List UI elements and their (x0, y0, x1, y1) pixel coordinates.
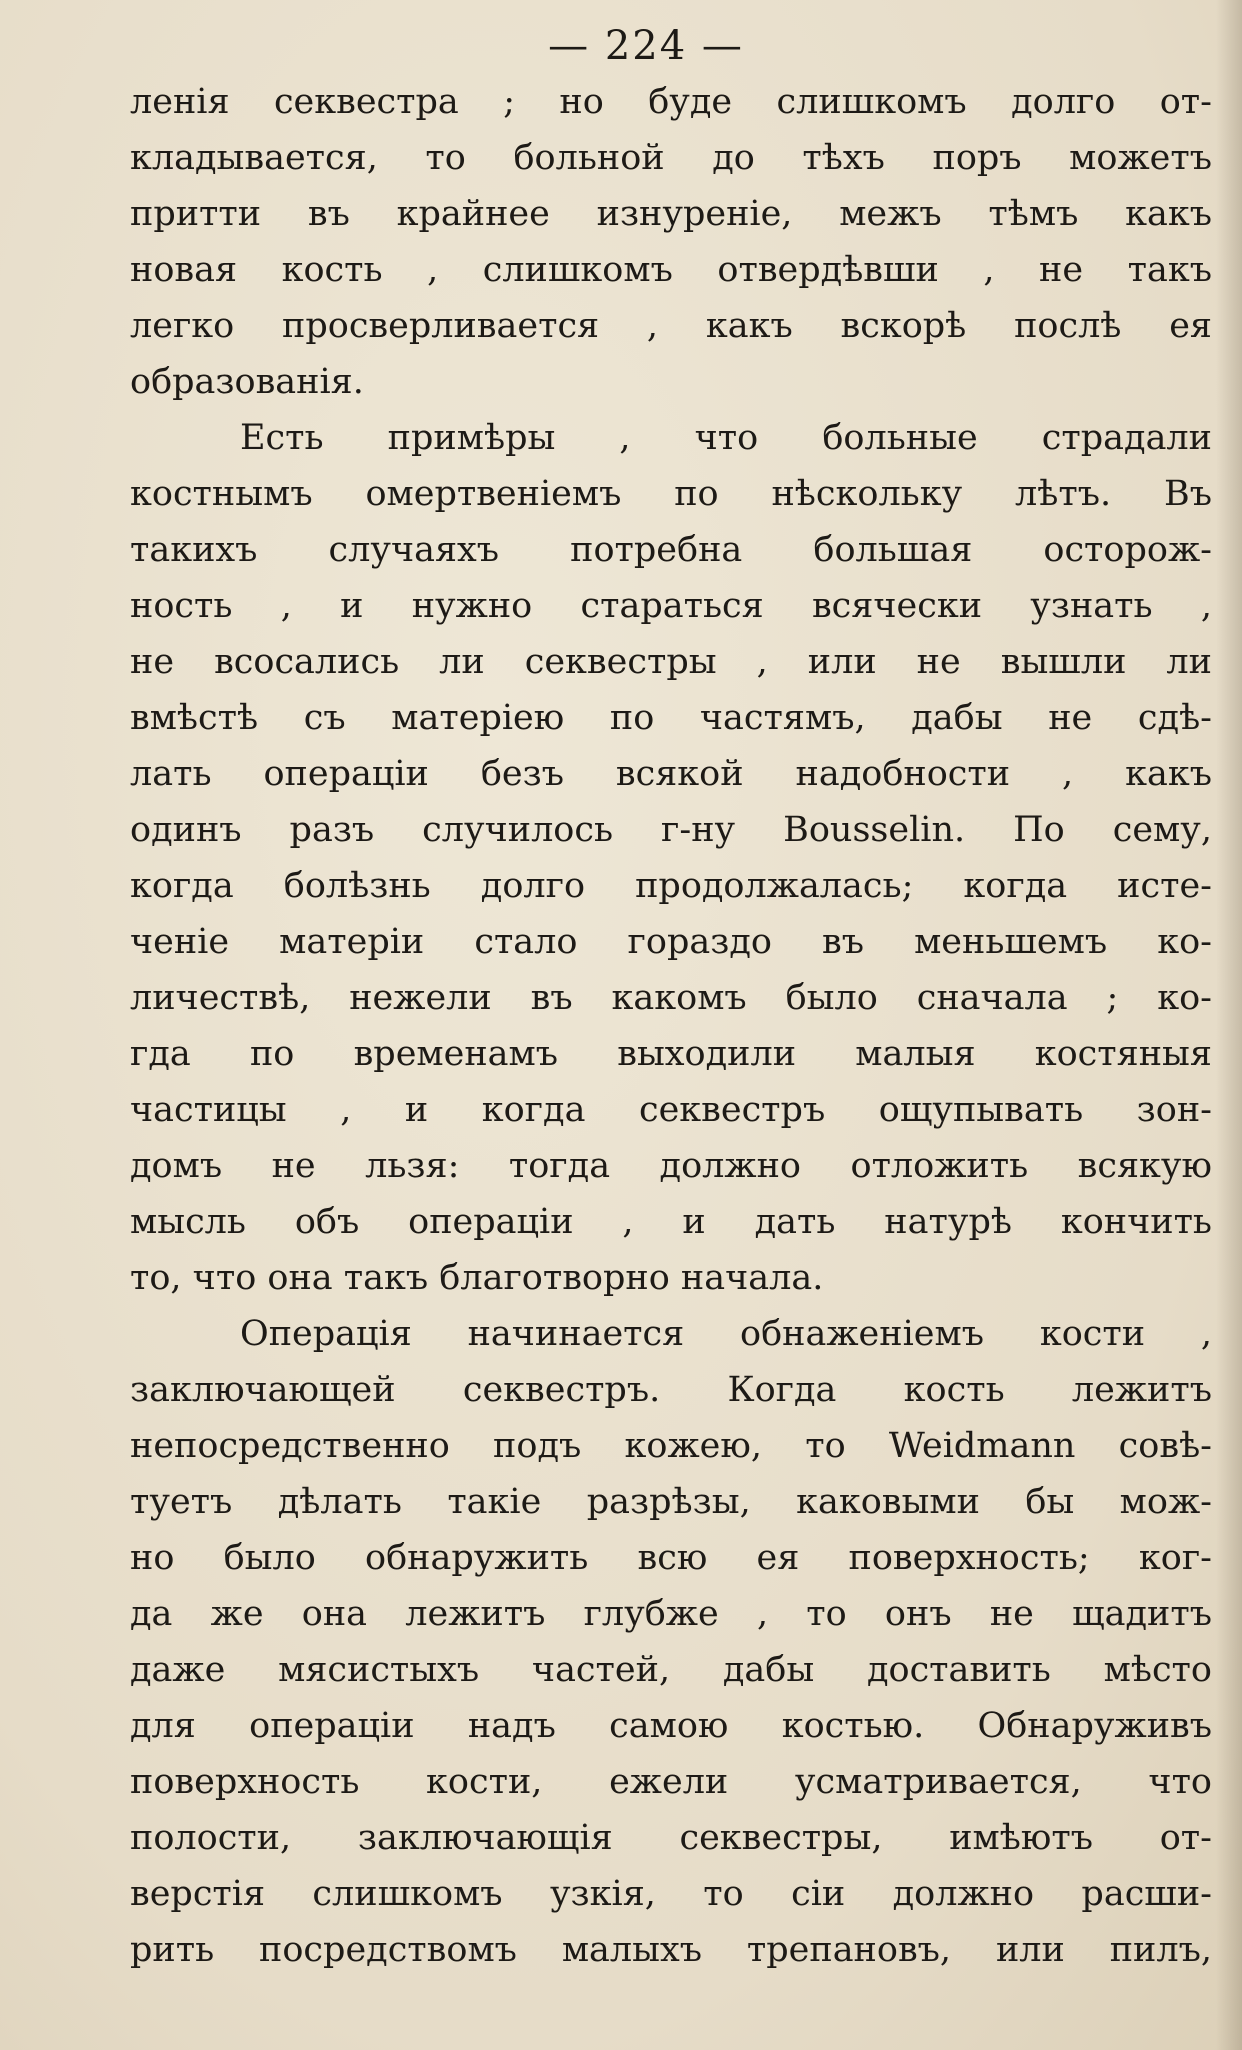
text-line: для операціи надъ самою костью. Обнаруживъ (130, 1706, 1212, 1746)
text-line: одинъ разъ случилось г-ну Bousselin. По сему, (130, 810, 1212, 850)
text-line: полости, заключающія секвестры, имѣютъ от- (130, 1818, 1212, 1858)
paragraph-2 (130, 410, 1212, 1306)
page-edge-shadow (1216, 0, 1242, 2050)
text-line: непосредственно подъ кожею, то Weidmann совѣ- (130, 1426, 1212, 1466)
text-line: да же она лежитъ глубже , то онъ не щадитъ (130, 1594, 1212, 1634)
text-line: частицы , и когда секвестръ ощупывать зон- (130, 1090, 1212, 1130)
text-line: ность , и нужно стараться всячески узнать , (130, 586, 1212, 626)
text-line: ленія секвестра ; но буде слишкомъ долго от- (130, 82, 1212, 122)
text-line: образованія. (130, 362, 364, 402)
text-line: то, что она такъ благотворно начала. (130, 1258, 824, 1298)
text-line: домъ не льзя: тогда должно отложить всякую (130, 1146, 1212, 1186)
text-line: лать операціи безъ всякой надобности , какъ (130, 754, 1212, 794)
text-line: даже мясистыхъ частей, дабы доставить мѣсто (130, 1650, 1212, 1690)
text-line: Есть примѣры , что больные страдали (240, 418, 1212, 458)
text-line: костнымъ омертвеніемъ по нѣскольку лѣтъ. Въ (130, 474, 1212, 514)
text-line: такихъ случаяхъ потребна большая осторож- (130, 530, 1212, 570)
text-line: притти въ крайнее изнуреніе, межъ тѣмъ какъ (130, 194, 1212, 234)
text-line: но было обнаружить всю ея поверхность; ког- (130, 1538, 1212, 1578)
text-line: рить посредствомъ малыхъ трепановъ, или пилъ, (130, 1930, 1212, 1970)
text-line: поверхность кости, ежели усматривается, что (130, 1762, 1212, 1802)
text-line: вмѣстѣ съ матеріею по частямъ, дабы не сдѣ- (130, 698, 1212, 738)
text-line: ченіе матеріи стало гораздо въ меньшемъ ко- (130, 922, 1212, 962)
text-line: новая кость , слишкомъ отвердѣвши , не такъ (130, 250, 1212, 290)
text-line: заключающей секвестръ. Когда кость лежитъ (130, 1370, 1212, 1410)
text-line: верстія слишкомъ узкія, то сіи должно расши- (130, 1874, 1212, 1914)
text-line: личествѣ, нежели въ какомъ было сначала ; ко- (130, 978, 1212, 1018)
paragraph-3 (130, 1306, 1212, 1978)
text-line: туетъ дѣлать такіе разрѣзы, каковыми бы мож- (130, 1482, 1212, 1522)
text-line: Операція начинается обнаженіемъ кости , (240, 1314, 1212, 1354)
paragraph-1 (130, 74, 1212, 410)
text-line: легко просверливается , какъ вскорѣ послѣ ея (130, 306, 1212, 346)
text-line: не всосались ли секвестры , или не вышли ли (130, 642, 1212, 682)
page-number: — 224 — (548, 23, 744, 69)
text-line: гда по временамъ выходили малыя костяныя (130, 1034, 1212, 1074)
text-line: мысль объ операціи , и дать натурѣ кончить (130, 1202, 1212, 1242)
text-line: когда болѣзнь долго продолжалась; когда исте- (130, 866, 1212, 906)
text-line: кладывается, то больной до тѣхъ поръ можетъ (130, 138, 1212, 178)
